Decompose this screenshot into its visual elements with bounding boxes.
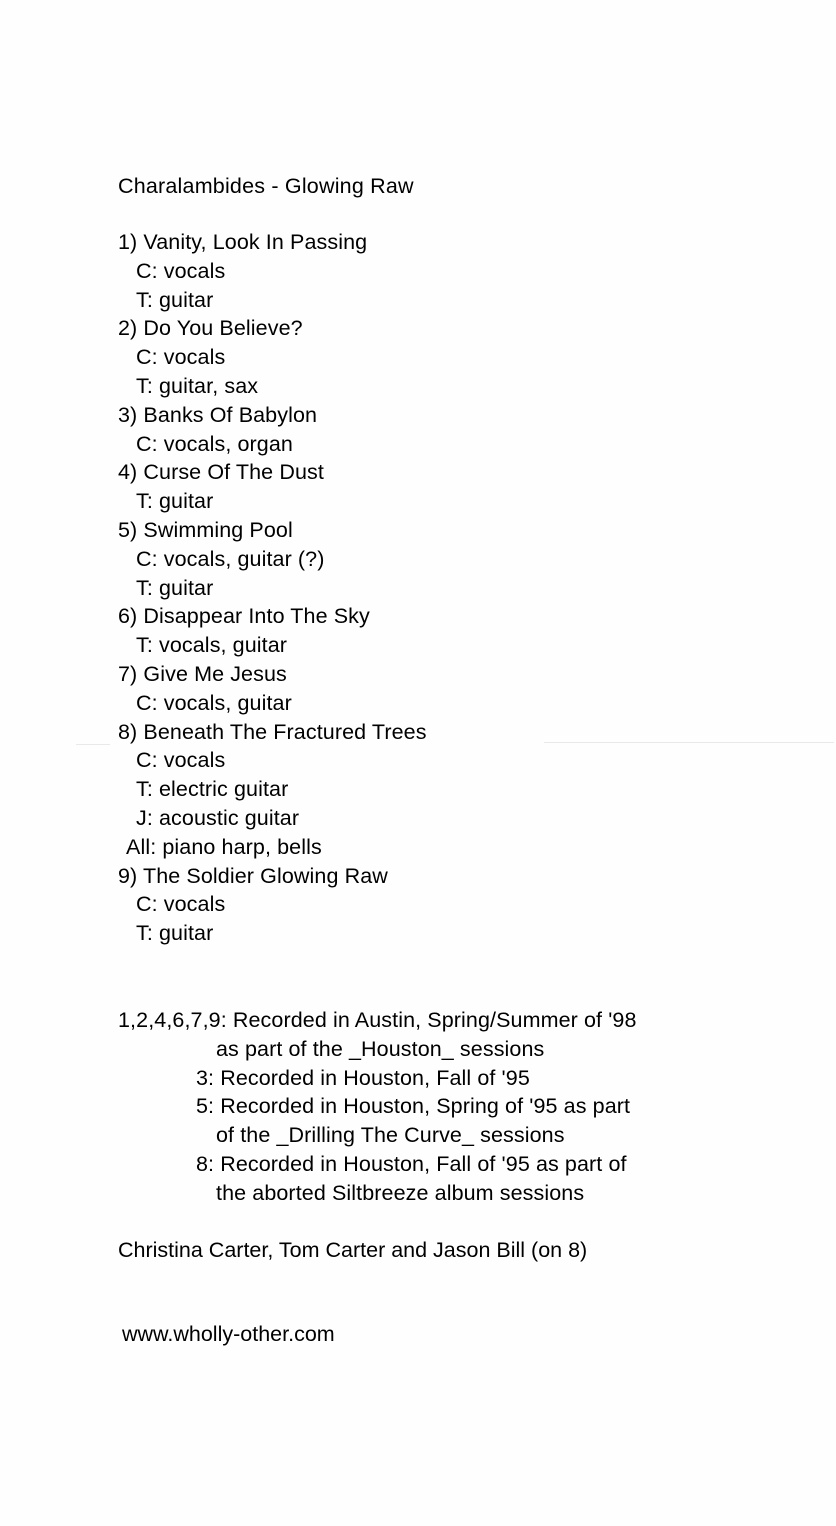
track-credit: C: vocals [136,748,226,773]
recording-notes [118,1006,778,1208]
spacer [118,948,778,1004]
track-credit: C: vocals [136,258,226,283]
spacer [118,200,778,228]
recording-note-line: 1,2,4,6,7,9: Recorded in Austin, Spring/Summer of '98 [118,1007,637,1032]
recording-note-line: as part of the _Houston_ sessions [216,1036,545,1061]
spacer [118,1264,778,1320]
recording-note-line: 5: Recorded in Houston, Spring of '95 as part [196,1094,631,1119]
track-title: 2) Do You Believe? [118,316,303,341]
track-credit: T: guitar [136,489,214,514]
track-credit: C: vocals [136,892,226,917]
scan-artifact-left [76,744,110,745]
track-credit: J: acoustic guitar [136,805,300,830]
track-credit: C: vocals, organ [136,431,293,456]
spacer [118,1208,778,1236]
website-url: www.wholly-other.com [122,1322,335,1347]
track-credit: T: guitar [136,921,214,946]
track-title: 4) Curse Of The Dust [118,460,324,485]
document-body [118,172,778,1349]
track-title: 6) Disappear Into The Sky [118,604,370,629]
track-credit: T: vocals, guitar [136,633,288,658]
personnel-line: Christina Carter, Tom Carter and Jason Bill (on 8) [118,1237,588,1262]
recording-note-line: of the _Drilling The Curve_ sessions [216,1123,565,1148]
track-credit: T: guitar, sax [136,373,259,398]
track-title: 1) Vanity, Look In Passing [118,230,368,254]
track-credit: T: guitar [136,575,214,600]
track-credit: C: vocals [136,345,226,370]
track-title: 5) Swimming Pool [118,517,293,542]
track-title: 3) Banks Of Babylon [118,402,318,427]
recording-note-line: 3: Recorded in Houston, Fall of '95 [196,1065,530,1090]
track-title: 9) The Soldier Glowing Raw [118,863,388,888]
track-credit: C: vocals, guitar [136,690,292,715]
track-title: 8) Beneath The Fractured Trees [118,719,427,744]
recording-note-line: the aborted Siltbreeze album sessions [216,1180,585,1205]
track-credit: T: guitar [136,287,214,312]
track-credit: C: vocals, guitar (?) [136,546,325,571]
track-list [118,228,778,948]
recording-note-line: 8: Recorded in Houston, Fall of '95 as part of [196,1151,627,1176]
track-title: 7) Give Me Jesus [118,661,287,686]
track-credit-all: All: piano harp, bells [126,834,322,859]
album-title: Charalambides - Glowing Raw [118,174,414,198]
track-credit: T: electric guitar [136,777,289,802]
